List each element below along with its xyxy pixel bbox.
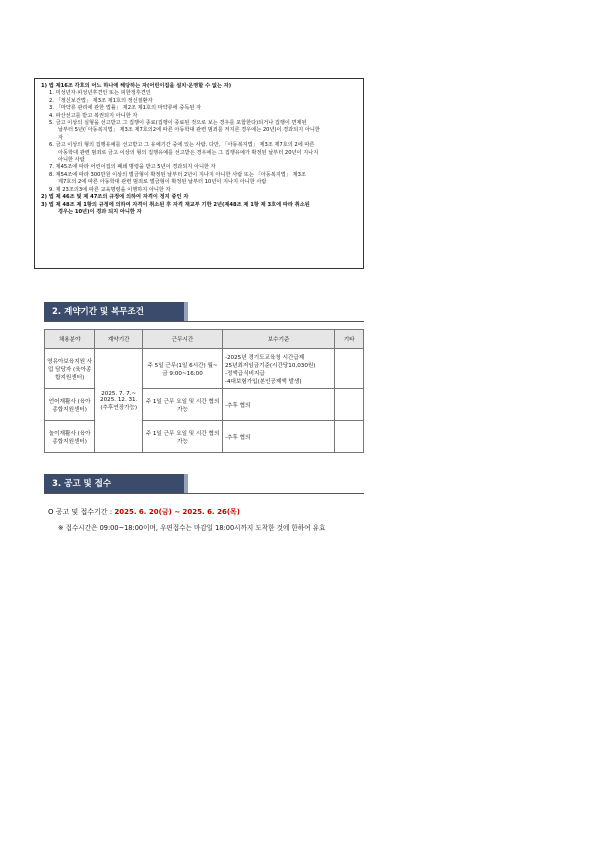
contract-table: [44, 329, 364, 453]
header-field: 채용분야: [45, 330, 95, 349]
eligibility-line: 2. 「정신보건법」 제3조 제1호의 정신질환자: [49, 97, 153, 104]
eligibility-line: 5. 금고 이상의 실형을 선고받고 그 집행이 종료(집행이 종료된 것으로 보는 경우를 포함한다)되거나 집행이 면제된: [49, 120, 307, 127]
eligibility-line: 3. 「마약류 관리에 관한 법률」 제2조 제1호의 마약류에 중독된 자: [49, 105, 202, 112]
eligibility-line: 8. 제54조에 따라 300만원 이상의 벌금형이 확정된 날부터 2년이 지나지 아니한 사람 또는 「아동복지법」 제3조: [49, 171, 306, 178]
header-pay: 보수기준: [222, 330, 334, 349]
pay-line: -2025년 경기도교육청 시간급제: [224, 354, 305, 361]
eligibility-line: 아니한 사람: [58, 157, 85, 164]
eligibility-line: 2) 법 제 46조 및 제 47조의 규정에 의하여 자격이 정지 중인 자: [41, 194, 189, 201]
row-field: 영유아보육지원 사업 담당자 (육아종합지원센터): [45, 349, 95, 389]
row-hours: 주 1일 근무 요일 및 시간 협의 가능: [143, 421, 223, 453]
notice-period: [48, 507, 240, 517]
eligibility-line: 4. 파산선고를 받고 복권되지 아니한 자: [49, 112, 138, 119]
eligibility-line: 제7호의 2에 따른 아동학대 관련 범죄로 벌금형이 확정된 날부터 10년이 지나지 아니한 사람: [58, 179, 267, 186]
eligibility-line: 3) 법 제 48조 제 1항의 규정에 의하여 자격이 취소된 후 자격 재교부 기한 2년(제48조 제 1항 제 3호에 따라 취소된: [41, 201, 310, 208]
row-field: 언어재활사 (육아종합지원센터): [45, 389, 95, 421]
eligibility-line: 9. 제 23조의3에 따른 교육명령을 이행하지 아니한 자: [49, 186, 171, 193]
section-title-notice: 3. 공고 및 접수: [44, 474, 184, 494]
header-period: 계약기간: [95, 330, 143, 349]
eligibility-line: 자: [58, 134, 64, 141]
eligibility-line: 6. 금고 이상의 형의 집행유예를 선고받고 그 유예기간 중에 있는 사람. 다만, 「아동복지법」 제3조 제7호의 2에 따른: [49, 142, 315, 149]
pay-line: -정액급식비지급: [224, 370, 265, 377]
pay-line: 25년최저임금기준(시간당10,030원): [224, 362, 316, 369]
row-etc: [335, 349, 364, 389]
row-etc: [335, 389, 364, 421]
row-field: 놀이재활사 (육아종합지원센터): [45, 421, 95, 453]
eligibility-line: 1. 미성년자·피성년후견인 또는 피한정후견인: [49, 90, 151, 97]
eligibility-line: 날부터 5년(「아동복지법」 제3조 제7호의2에 따른 아동학대 관련 범죄를 저지른 경우에는 20년)이 경과되지 아니한: [58, 127, 320, 134]
section-divider: [44, 493, 364, 494]
row-etc: [335, 421, 364, 453]
section-divider: [44, 321, 364, 322]
row-pay: -추후 협의: [222, 421, 334, 453]
pay-line: -4대보험가입(본인공제액 발생): [224, 378, 302, 385]
eligibility-line: 1) 법 제16조 각호의 어느 하나에 해당하는 자(어린이집을 설치·운영할 수 없는 자): [41, 83, 232, 89]
eligibility-line: 7. 제45조에 따라 어린이집의 폐쇄 명령을 받고 5년이 경과되지 아니한 자: [49, 164, 216, 171]
eligibility-line: 경우는 10년)이 경과 되지 아니한 자: [58, 208, 142, 215]
eligibility-line: 아동학대 관련 범죄로 금고 이상의 형의 집행유예를 선고받은 경우에는 그 집행유예가 확정된 날부터 20년이 지나지: [58, 149, 319, 156]
row-pay: -추후 협의: [222, 389, 334, 421]
section-title-contract: 2. 계약기간 및 복무조건: [44, 302, 184, 322]
eligibility-box: [34, 78, 364, 269]
notice-note: ※ 접수시간은 09:00~18:00이며, 우편접수는 마감일 18:00시까지 도착한 것에 한하여 유효: [58, 524, 326, 532]
row-hours: 주 1일 근무 요일 및 시간 협의 가능: [143, 389, 223, 421]
row-hours: 주 5일 근무(1일 6시간) 월~금 9:00~16:00: [143, 349, 223, 389]
header-etc: 기타: [335, 330, 364, 349]
row-pay: [222, 349, 334, 389]
header-hours: 근무시간: [143, 330, 223, 349]
contract-period: 2025. 7. 7.~ 2025. 12. 31. (추후연장가능): [95, 349, 143, 453]
notice-dates: 2025. 6. 20(금) ~ 2025. 6. 26(목): [114, 508, 240, 516]
notice-prefix: O 공고 및 접수기간 :: [48, 508, 113, 516]
